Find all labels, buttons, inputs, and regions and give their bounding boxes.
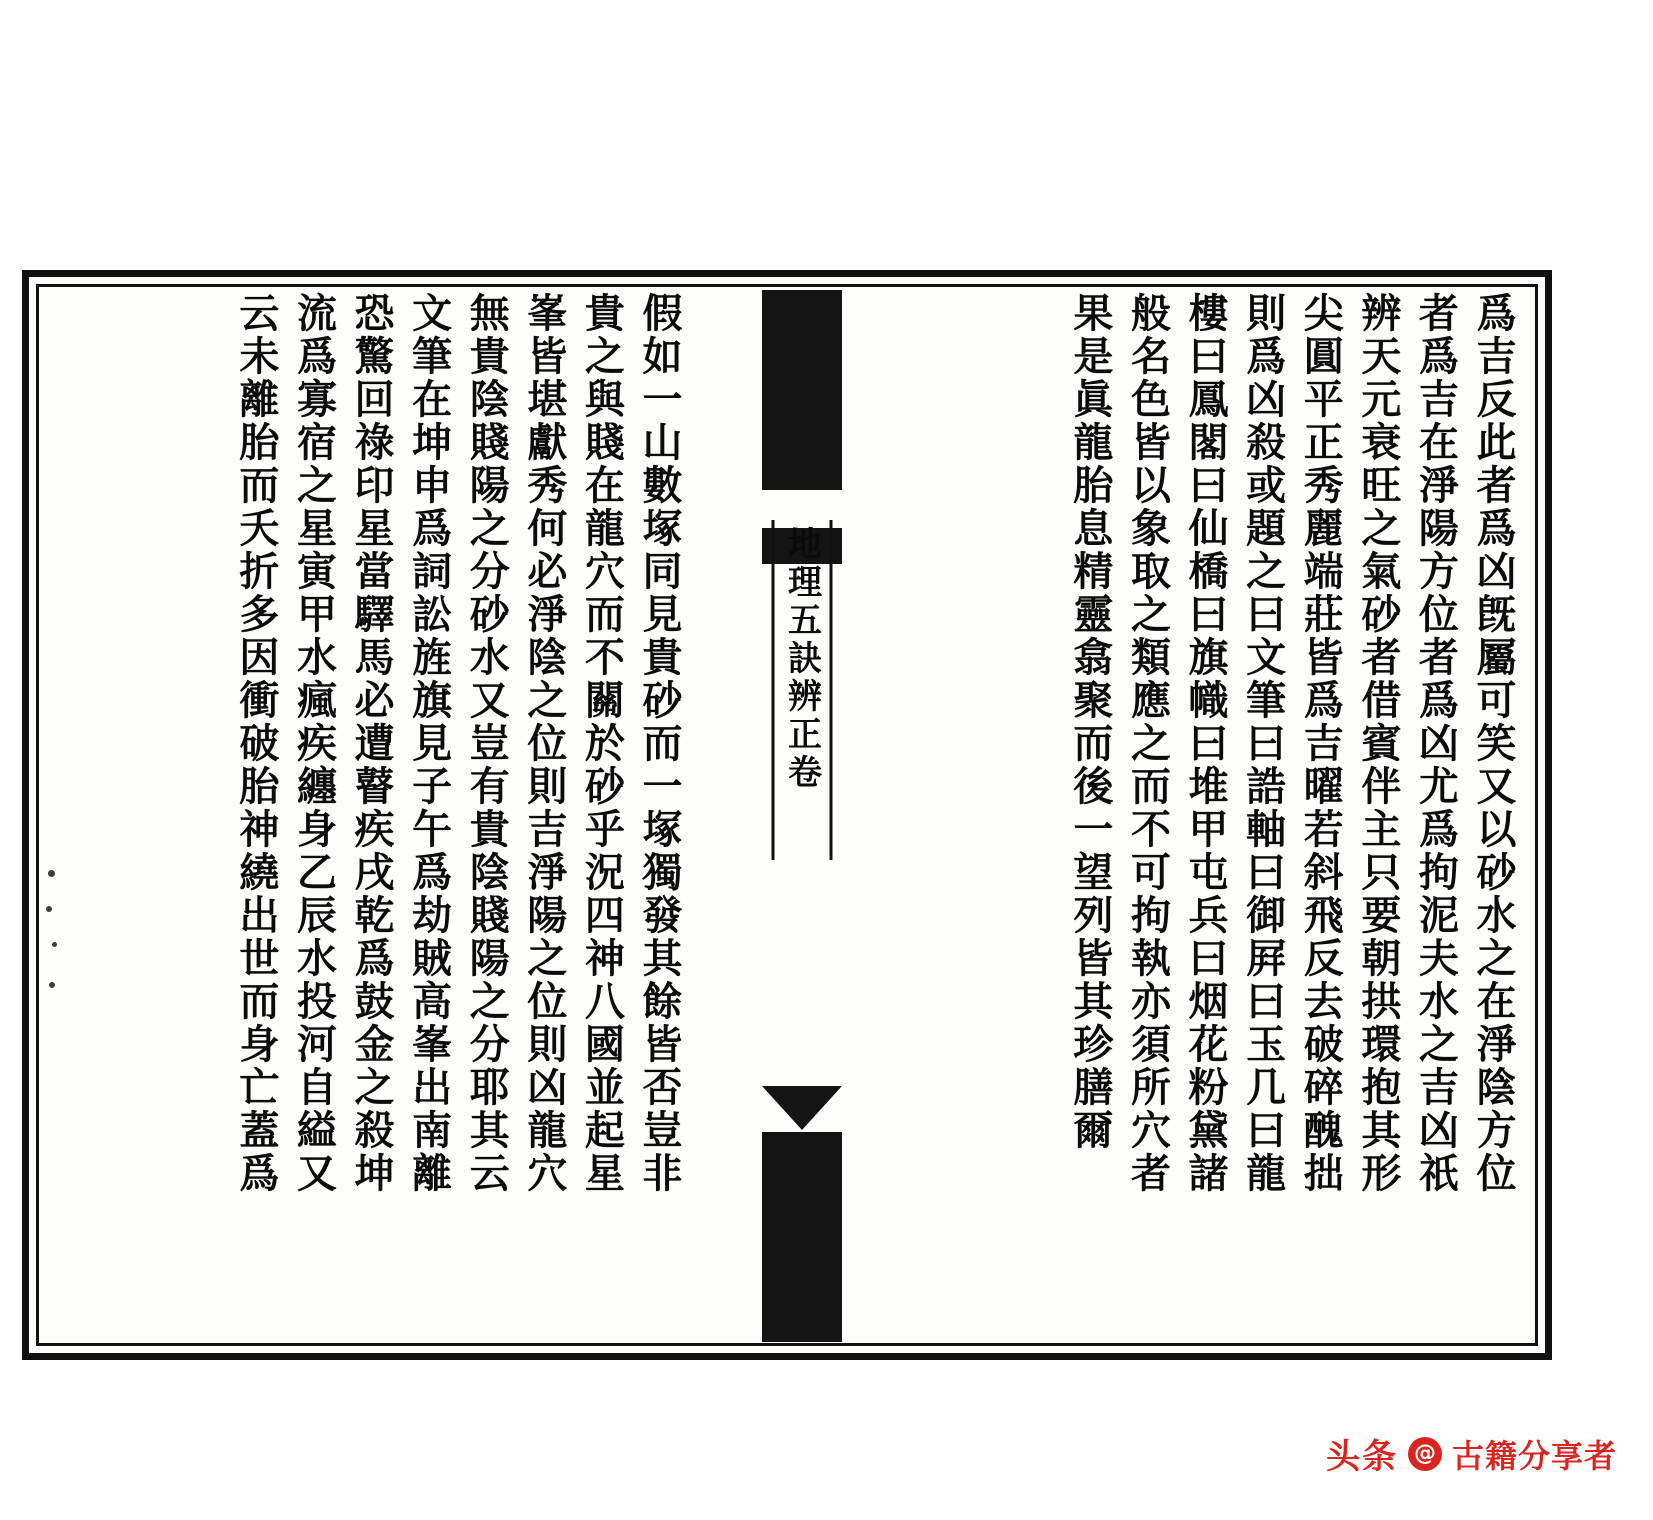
text-column: 樓曰鳳閣曰仙橋曰旗幟曰堆甲屯兵曰烟花粉黛諸 xyxy=(1182,292,1230,1195)
text-column: 無貴陰賤陽之分砂水又豈有貴陰賤陽之分耶其云 xyxy=(463,292,511,1195)
text-column: 恐驚回祿印星當驛馬必遭瞽疾戌乾爲鼓金之殺坤 xyxy=(348,292,396,1195)
text-column: 般名色皆以象取之類應之而不可拘執亦須所穴者 xyxy=(1124,292,1172,1195)
text-column: 峯皆堪獻秀何必淨陰之位則吉淨陽之位則凶龍穴 xyxy=(520,292,568,1195)
fold-ink-block-bottom xyxy=(762,1132,842,1342)
right-leaf-text-block xyxy=(852,292,1526,1340)
text-column: 云未離胎而夭折多因衝破胎神繞出世而身亡蓋爲 xyxy=(232,292,280,1195)
text-column: 則爲凶殺或題之曰文筆曰誥軸曰御屛曰玉几曰龍 xyxy=(1239,292,1287,1195)
left-leaf-text-block xyxy=(52,292,692,1340)
spine-title: 地理五訣辨正卷 xyxy=(772,520,833,860)
scanned-page xyxy=(22,270,1552,1360)
watermark-logo: 头条 xyxy=(1325,1437,1398,1477)
center-fold-strip xyxy=(754,290,850,1342)
scan-speckle xyxy=(49,982,55,988)
text-column: 假如一山數塚同見貴砂而一塚獨發其餘皆否豈非 xyxy=(636,292,683,1195)
watermark-author: 古籍分享者 xyxy=(1451,1436,1617,1475)
text-column: 辨天元衰旺之氣砂者借賓伴主只要朝拱環抱其形 xyxy=(1354,292,1402,1195)
fold-ink-notch xyxy=(762,1086,842,1130)
watermark xyxy=(1326,1429,1617,1478)
text-column: 尖圓平正秀麗端莊皆爲吉曜若斜飛反去破碎醜拙 xyxy=(1297,292,1345,1195)
text-column: 爲吉反此者爲凶旣屬可笑又以砂水之在淨陰方位 xyxy=(1470,292,1517,1195)
fold-ink-block-top xyxy=(762,290,842,490)
text-column: 果是眞龍胎息精靈翕聚而後一望列皆其珍膳爾 xyxy=(1066,292,1114,1152)
text-column: 貴之與賤在龍穴而不關於砂乎況四神八國並起星 xyxy=(578,292,626,1195)
scan-speckle xyxy=(48,870,55,877)
scan-speckle xyxy=(46,906,52,912)
scan-speckle xyxy=(52,942,57,947)
text-column: 文筆在坤申爲詞訟旌旗見子午爲劫賊高峯出南離 xyxy=(405,292,453,1195)
at-icon: @ xyxy=(1408,1437,1442,1471)
text-column: 流爲寡宿之星寅甲水瘋疾纏身乙辰水投河自縊又 xyxy=(290,292,338,1195)
text-column: 者爲吉在淨陽方位者爲凶尤爲拘泥夫水之吉凶祇 xyxy=(1412,292,1460,1195)
